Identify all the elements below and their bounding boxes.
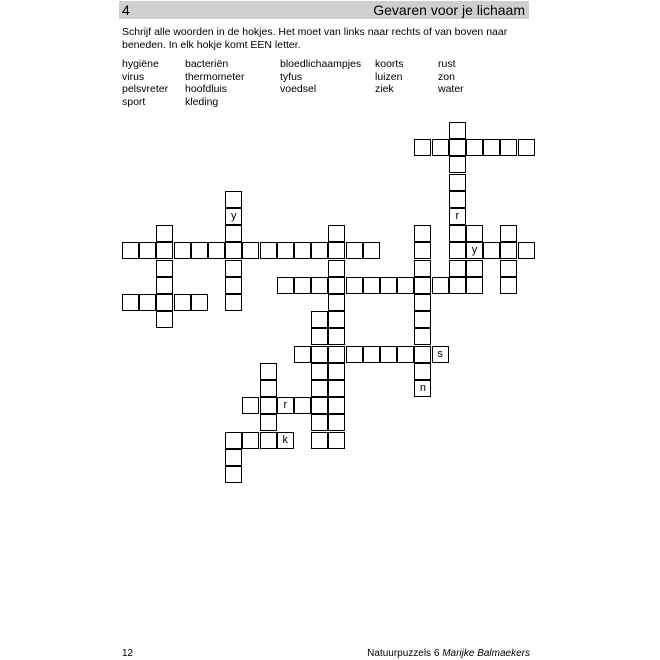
crossword-cell[interactable]	[242, 432, 259, 449]
crossword-cell[interactable]: n	[414, 380, 431, 397]
crossword-cell[interactable]	[466, 139, 483, 156]
crossword-cell[interactable]	[449, 122, 466, 139]
crossword-cell[interactable]	[139, 294, 156, 311]
crossword-cell[interactable]	[311, 277, 328, 294]
crossword-cell[interactable]	[260, 242, 277, 259]
crossword-cell[interactable]	[449, 277, 466, 294]
crossword-cell[interactable]	[328, 294, 345, 311]
word-column-4	[375, 58, 404, 96]
crossword-cell[interactable]	[346, 242, 363, 259]
crossword-cell[interactable]	[156, 311, 173, 328]
crossword-cell[interactable]	[518, 139, 535, 156]
crossword-cell[interactable]	[380, 346, 397, 363]
crossword-cell[interactable]	[225, 242, 242, 259]
crossword-cell[interactable]	[518, 242, 535, 259]
word-column-3	[280, 58, 361, 96]
crossword-cell[interactable]	[225, 294, 242, 311]
crossword-cell[interactable]	[449, 156, 466, 173]
crossword-cell[interactable]	[156, 294, 173, 311]
crossword-cell[interactable]	[156, 225, 173, 242]
crossword-cell[interactable]	[500, 260, 517, 277]
crossword-cell[interactable]	[260, 414, 277, 431]
crossword-cell[interactable]	[225, 466, 242, 483]
word: koorts	[375, 58, 404, 70]
crossword-cell[interactable]	[328, 346, 345, 363]
instructions: Schrijf alle woorden in de hokjes. Het moet van links naar rechts of van boven naar beneden. In elk hokje komt EEN letter.	[122, 26, 508, 51]
word: water	[438, 83, 464, 95]
puzzle-number: 4	[122, 2, 130, 18]
crossword-cell[interactable]	[500, 225, 517, 242]
word-column-1	[122, 58, 168, 108]
crossword-cell[interactable]	[414, 363, 431, 380]
crossword-cell[interactable]	[311, 328, 328, 345]
crossword-cell[interactable]	[122, 242, 139, 259]
word: hygiëne	[122, 58, 159, 70]
crossword-cell[interactable]	[346, 346, 363, 363]
word: voedsel	[280, 83, 317, 95]
crossword-cell[interactable]	[328, 414, 345, 431]
crossword-cell[interactable]	[260, 397, 277, 414]
crossword-cell[interactable]	[174, 294, 191, 311]
crossword-cell[interactable]	[414, 260, 431, 277]
crossword-cell[interactable]	[449, 191, 466, 208]
crossword-cell[interactable]	[414, 346, 431, 363]
crossword-cell[interactable]	[311, 397, 328, 414]
word-column-2	[185, 58, 245, 108]
crossword-cell[interactable]	[328, 277, 345, 294]
author-name: Marijke Balmaekers	[442, 648, 530, 659]
crossword-cell[interactable]	[449, 139, 466, 156]
crossword-cell[interactable]	[414, 139, 431, 156]
crossword-cell[interactable]	[346, 277, 363, 294]
crossword-cell[interactable]	[225, 191, 242, 208]
crossword-cell[interactable]: r	[449, 208, 466, 225]
crossword-cell[interactable]	[414, 225, 431, 242]
crossword-cell[interactable]: y	[225, 208, 242, 225]
crossword-cell[interactable]	[466, 225, 483, 242]
crossword-cell[interactable]	[414, 242, 431, 259]
crossword-cell[interactable]	[294, 277, 311, 294]
word: rust	[438, 58, 456, 70]
crossword-cell[interactable]	[483, 139, 500, 156]
page-number: 12	[122, 648, 134, 659]
crossword-cell[interactable]	[225, 449, 242, 466]
crossword-cell[interactable]	[328, 432, 345, 449]
crossword-cell[interactable]	[414, 311, 431, 328]
crossword-cell[interactable]	[449, 225, 466, 242]
crossword-cell[interactable]	[225, 225, 242, 242]
crossword-cell[interactable]	[260, 380, 277, 397]
crossword-cell[interactable]	[277, 242, 294, 259]
crossword-cell[interactable]	[500, 139, 517, 156]
crossword-cell[interactable]	[432, 139, 449, 156]
crossword-cell[interactable]	[500, 242, 517, 259]
crossword-cell[interactable]	[500, 277, 517, 294]
crossword-cell[interactable]	[311, 346, 328, 363]
word: kleding	[185, 95, 219, 108]
crossword-cell[interactable]: s	[432, 346, 449, 363]
word: bacteriën	[185, 58, 229, 70]
crossword-cell[interactable]	[277, 277, 294, 294]
crossword-cell[interactable]	[483, 242, 500, 259]
word: zon	[438, 70, 455, 83]
crossword-cell[interactable]	[414, 294, 431, 311]
crossword-cell[interactable]	[294, 346, 311, 363]
crossword-cell[interactable]	[328, 328, 345, 345]
word: bloedlichaampjes	[280, 58, 362, 70]
crossword-cell[interactable]	[328, 242, 345, 259]
word: pelsvreter	[122, 83, 169, 95]
crossword-cell[interactable]	[191, 294, 208, 311]
puzzle-title: Gevaren voor je lichaam	[373, 2, 525, 18]
crossword-cell[interactable]	[191, 242, 208, 259]
crossword-cell[interactable]	[260, 432, 277, 449]
crossword-cell[interactable]	[311, 311, 328, 328]
crossword-cell[interactable]	[260, 363, 277, 380]
crossword-cell[interactable]	[414, 277, 431, 294]
crossword-cell[interactable]	[294, 397, 311, 414]
crossword-cell[interactable]	[449, 242, 466, 259]
crossword-cell[interactable]	[363, 277, 380, 294]
crossword-cell[interactable]	[466, 260, 483, 277]
crossword-cell[interactable]	[156, 277, 173, 294]
crossword-cell[interactable]	[311, 380, 328, 397]
word: tyfus	[280, 70, 303, 83]
word: virus	[122, 70, 145, 83]
word: sport	[122, 95, 146, 108]
crossword-cell[interactable]	[363, 346, 380, 363]
word-column-5	[438, 58, 464, 96]
crossword-cell[interactable]	[328, 397, 345, 414]
crossword-cell[interactable]	[242, 242, 259, 259]
crossword-cell[interactable]: r	[277, 397, 294, 414]
word: hoofdluis	[185, 83, 228, 95]
crossword-cell[interactable]	[328, 311, 345, 328]
crossword-cell[interactable]	[328, 380, 345, 397]
crossword-cell[interactable]	[208, 242, 225, 259]
page-header	[119, 1, 529, 19]
crossword-cell[interactable]	[242, 397, 259, 414]
crossword-cell[interactable]	[380, 277, 397, 294]
book-title: Natuurpuzzels 6	[367, 648, 440, 659]
crossword-cell[interactable]	[174, 242, 191, 259]
crossword-cell[interactable]	[294, 242, 311, 259]
crossword-cell[interactable]	[225, 432, 242, 449]
word: luizen	[375, 70, 403, 83]
footer-credit	[367, 648, 530, 659]
crossword-cell[interactable]	[156, 242, 173, 259]
word: thermometer	[185, 70, 245, 83]
crossword-cell[interactable]	[449, 260, 466, 277]
crossword-cell[interactable]	[328, 260, 345, 277]
crossword-cell[interactable]	[432, 277, 449, 294]
crossword-cell[interactable]	[414, 328, 431, 345]
crossword-cell[interactable]	[449, 174, 466, 191]
crossword-cell[interactable]	[397, 277, 414, 294]
crossword-cell[interactable]	[311, 242, 328, 259]
crossword-cell[interactable]	[225, 260, 242, 277]
crossword-cell[interactable]	[363, 242, 380, 259]
crossword-cell[interactable]	[139, 242, 156, 259]
crossword-cell[interactable]	[156, 260, 173, 277]
crossword-cell[interactable]: y	[466, 242, 483, 259]
crossword-cell[interactable]	[328, 225, 345, 242]
crossword-cell[interactable]	[466, 277, 483, 294]
crossword-cell[interactable]	[397, 346, 414, 363]
crossword-cell[interactable]	[225, 277, 242, 294]
word: ziek	[375, 83, 394, 95]
crossword-cell[interactable]: k	[277, 432, 294, 449]
crossword-cell[interactable]	[311, 432, 328, 449]
crossword-cell[interactable]	[328, 363, 345, 380]
crossword-cell[interactable]	[311, 414, 328, 431]
crossword-cell[interactable]	[122, 294, 139, 311]
crossword-cell[interactable]	[311, 363, 328, 380]
